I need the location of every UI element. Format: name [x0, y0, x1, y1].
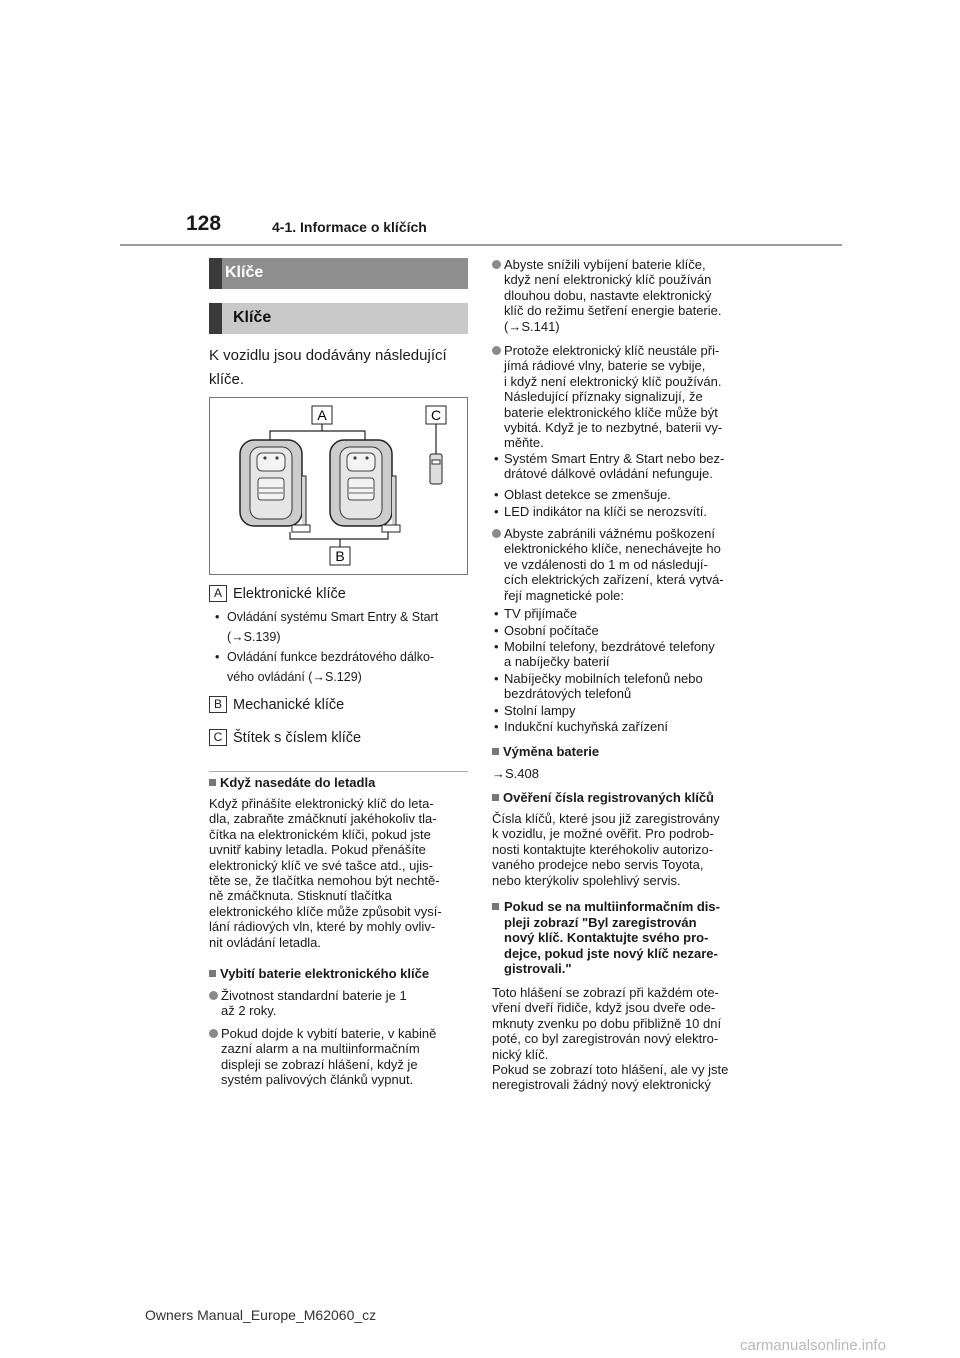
- legend-item-b: B Mechanické klíče: [209, 696, 344, 713]
- topic-band-title: Klíče: [233, 309, 272, 326]
- legend-item-c: C Štítek s číslem klíče: [209, 729, 361, 746]
- topic-band: [209, 303, 468, 334]
- chapter-band-title: Klíče: [225, 264, 264, 281]
- verify-heading: Ověření čísla registrovaných klíčů: [492, 790, 714, 805]
- legend-sub-a2: • Ovládání funkce bezdrátového dálko- vého ovládání (→S.129): [215, 650, 435, 684]
- battery-heading: Vybití baterie elektronického klíče: [209, 966, 429, 981]
- verify-text: Čísla klíčů, které jsou již zaregistrovány k vozidlu, je možné ověřit. Pro podrob- nosti kontaktujte kteréhokoliv autorizo- vaného prodejce nebo servis Toyota, nebo kterýkoliv spolehlivý servis.: [492, 811, 720, 888]
- section-separator: [209, 771, 468, 772]
- callout-c: C: [430, 407, 442, 423]
- legend-item-a: A Elektronické klíče: [209, 585, 346, 602]
- aircraft-heading: Když nasedáte do letadla: [209, 775, 375, 790]
- callout-a: A: [317, 407, 327, 423]
- watermark: carmanualsonline.info: [740, 1337, 886, 1354]
- aircraft-text: Když přinášíte elektronický klíč do leta- dla, zabraňte zmáčknutí jakéhokoliv tla- čítka na elektronickém klíči, pokud jste uvnitř kabiny letadla. Pokud přenášíte elektronický klíč ve své tašce atd., ujis- těte se, že tlačítka nemohou být nechtě- ně zmáčknuta. Stisknutí tlačítka elektronického klíče může způsobit vysí- lání rádiových vln, které by mohly ovliv- nit ovládání letadla.: [209, 796, 442, 950]
- replace-heading: Výměna baterie: [492, 744, 599, 759]
- legend-sub-a1: • Ovládání systému Smart Entry & Start (→S.139): [215, 610, 439, 644]
- footer-manual-id: Owners Manual_Europe_M62060_cz: [145, 1307, 377, 1323]
- replace-reference[interactable]: →S.408: [492, 766, 539, 781]
- electronic-key-2: [330, 440, 400, 532]
- intro-text: K vozidlu jsou dodávány následující klíče.: [209, 347, 447, 388]
- keys-illustration: [210, 398, 467, 574]
- keys-figure: [209, 397, 468, 575]
- section-title: 4-1. Informace o klíčích: [272, 219, 427, 235]
- header-rule: [120, 244, 842, 246]
- message-heading: Pokud se na multiinformačním dis- pleji zobrazí "Byl zaregistrován nový klíč. Kontaktujte svého pro- dejce, pokud jste nový klíč nezare- gistrovali.": [492, 899, 720, 977]
- page-number: 128: [186, 212, 222, 235]
- chapter-band: [209, 258, 468, 289]
- key-number-plate: [430, 454, 442, 484]
- electronic-key-1: [240, 440, 310, 532]
- message-text: Toto hlášení se zobrazí při každém ote- vření dveří řidiče, když jsou dveře ode- mknuty zvenku po dobu přibližně 10 dní poté, co byl zaregistrován nový elektro- nický klíč. Pokud se zobrazí toto hlášení, ale vy jste neregistrovali žádný nový elektronický: [492, 985, 729, 1093]
- callout-b: B: [335, 548, 345, 564]
